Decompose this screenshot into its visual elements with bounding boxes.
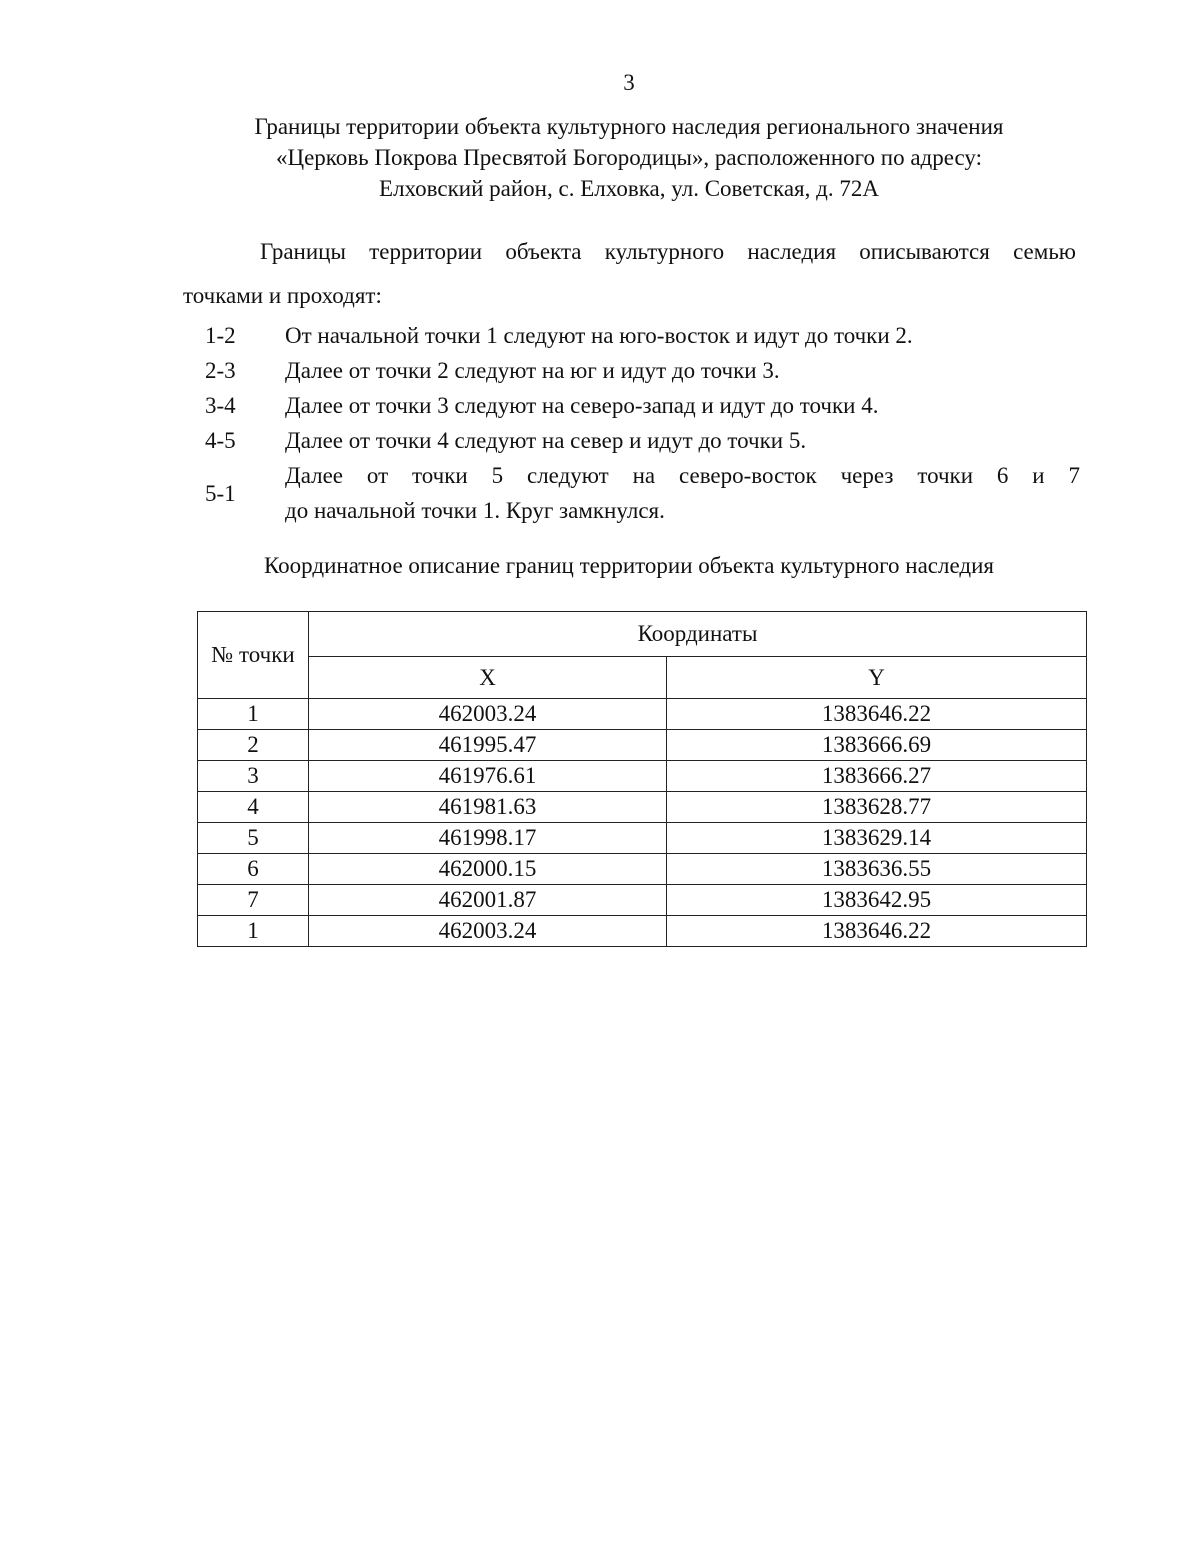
segment-text: Далее от точки 2 следуют на юг и идут до точки 3.	[285, 358, 780, 383]
table-row	[198, 761, 1087, 792]
cell-point: 2	[198, 730, 309, 761]
segment-item	[205, 318, 1080, 353]
cell-y: 1383636.55	[667, 854, 1087, 885]
title-line-2: «Церковь Покрова Пресвятой Богородицы», расположенного по адресу:	[275, 145, 983, 170]
cell-x: 461998.17	[309, 823, 667, 854]
segment-text: Далее от точки 3 следуют на северо-запад и идут до точки 4.	[285, 393, 879, 418]
cell-x: 462003.24	[309, 699, 667, 730]
cell-y: 1383642.95	[667, 885, 1087, 916]
header-coordinates: Координаты	[309, 612, 1087, 657]
segment-item	[205, 458, 1080, 528]
page-number: 3	[623, 70, 635, 95]
segment-item	[205, 423, 1080, 458]
table-row	[198, 792, 1087, 823]
cell-x: 462000.15	[309, 854, 667, 885]
title-line-1: Границы территории объекта культурного наследия регионального значения	[254, 114, 1004, 139]
table-row	[198, 916, 1087, 947]
segment-item	[205, 388, 1080, 423]
table-row	[198, 885, 1087, 916]
segment-text-line-2: до начальной точки 1. Круг замкнулся.	[285, 498, 665, 523]
cell-y: 1383646.22	[667, 699, 1087, 730]
table-caption: Координатное описание границ территории объекта культурного наследия	[263, 553, 994, 578]
cell-point: 6	[198, 854, 309, 885]
cell-point: 5	[198, 823, 309, 854]
document-title	[0, 111, 1200, 204]
segment-id: 3-4	[205, 393, 236, 418]
table-row	[198, 854, 1087, 885]
segment-id: 5-1	[205, 480, 236, 506]
table-row	[198, 699, 1087, 730]
cell-x: 462001.87	[309, 885, 667, 916]
cell-point: 1	[198, 699, 309, 730]
cell-point: 4	[198, 792, 309, 823]
coordinates-table	[197, 611, 1087, 947]
intro-paragraph	[183, 230, 1076, 318]
table-row	[198, 730, 1087, 761]
cell-y: 1383666.69	[667, 730, 1087, 761]
intro-line-1: Границы территории объекта культурного наследия описываются семью	[260, 239, 1076, 264]
segment-id: 2-3	[205, 358, 236, 383]
cell-x: 462003.24	[309, 916, 667, 947]
segment-id: 1-2	[205, 323, 236, 348]
header-y: Y	[667, 657, 1087, 699]
header-point-number: № точки	[198, 612, 309, 699]
cell-point: 3	[198, 761, 309, 792]
intro-line-2: точками и проходят:	[183, 283, 382, 308]
title-line-3: Елховский район, с. Елховка, ул. Советская, д. 72А	[379, 176, 879, 201]
segment-text: От начальной точки 1 следуют на юго-восток и идут до точки 2.	[285, 323, 913, 348]
cell-y: 1383666.27	[667, 761, 1087, 792]
table-row	[198, 823, 1087, 854]
segment-item	[205, 353, 1080, 388]
cell-x: 461995.47	[309, 730, 667, 761]
segment-text-line-1: Далее от точки 5 следуют на северо-восток через точки 6 и 7	[285, 463, 1080, 488]
header-x: X	[309, 657, 667, 699]
cell-x: 461976.61	[309, 761, 667, 792]
cell-point: 7	[198, 885, 309, 916]
segment-id: 4-5	[205, 428, 236, 453]
segment-text	[285, 458, 1080, 528]
cell-y: 1383646.22	[667, 916, 1087, 947]
cell-point: 1	[198, 916, 309, 947]
cell-y: 1383628.77	[667, 792, 1087, 823]
cell-y: 1383629.14	[667, 823, 1087, 854]
boundary-segments-list	[205, 318, 1080, 528]
segment-text: Далее от точки 4 следуют на север и идут до точки 5.	[285, 428, 807, 453]
cell-x: 461981.63	[309, 792, 667, 823]
